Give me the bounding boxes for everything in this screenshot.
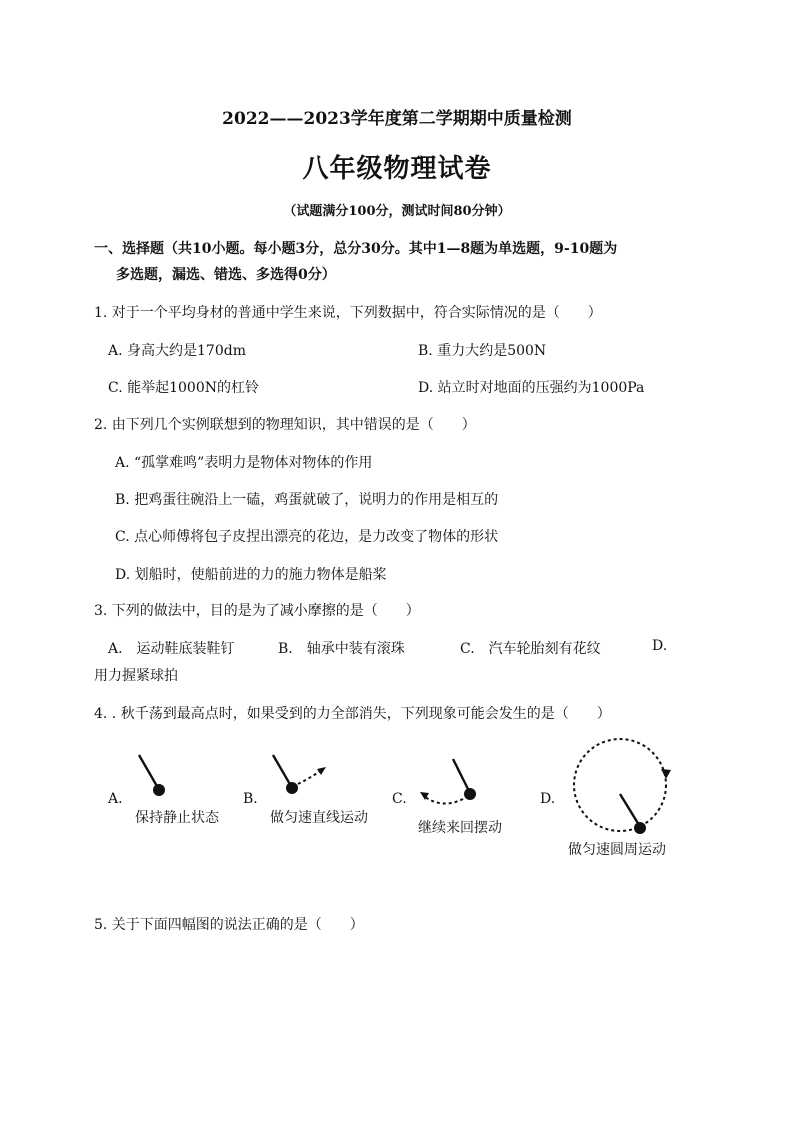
question-4-option-b-label: 做匀速直线运动 <box>270 810 368 826</box>
question-2-option-c: C. 点心师傅将包子皮捏出漂亮的花边，是力改变了物体的形状 <box>115 529 499 545</box>
question-4-option-a-letter: A. <box>108 791 123 807</box>
question-4-option-d-letter: D. <box>540 791 556 807</box>
exam-subject-title: 八年级物理试卷 <box>302 154 492 184</box>
pendulum-swinging-figure <box>415 755 481 811</box>
question-4-option-d-label: 做匀速圆周运动 <box>568 842 666 858</box>
question-1-option-d: D. 站立时对地面的压强约为1000Pa <box>418 380 645 396</box>
question-1-option-c: C. 能举起1000N的杠铃 <box>108 380 259 396</box>
question-2-option-d: D. 划船时，使船前进的力的施力物体是船桨 <box>115 567 387 583</box>
question-4-stem: 4. . 秋千荡到最高点时，如果受到的力全部消失，下列现象可能会发生的是（ ） <box>94 706 611 722</box>
pendulum-circular-motion-figure <box>565 737 677 841</box>
question-2-stem: 2. 由下列几个实例联想到的物理知识，其中错误的是（ ） <box>94 417 476 433</box>
question-4-option-a-label: 保持静止状态 <box>135 810 219 826</box>
question-3-stem: 3. 下列的做法中，目的是为了减小摩擦的是（ ） <box>94 603 420 619</box>
section-heading-line2: 多选题，漏选、错选、多选得0分） <box>116 267 336 283</box>
question-3-option-b: B. 轴承中装有滚珠 <box>278 641 405 657</box>
exam-header-title: 2022——2023学年度第二学期期中质量检测 <box>222 109 572 129</box>
question-1-option-a: A. 身高大约是170dm <box>108 343 246 359</box>
question-2-option-a: A. “孤掌难鸣”表明力是物体对物体的作用 <box>115 455 373 471</box>
question-1-option-b: B. 重力大约是500N <box>418 343 547 359</box>
exam-note: （试题满分100分，测试时间80分钟） <box>283 204 511 219</box>
question-3-option-c: C. 汽车轮胎刻有花纹 <box>460 641 601 657</box>
pendulum-straight-line-figure <box>266 750 332 802</box>
question-3-option-d-text: 用力握紧球拍 <box>94 668 178 684</box>
question-1-stem: 1. 对于一个平均身材的普通中学生来说，下列数据中，符合实际情况的是（ ） <box>94 305 602 321</box>
question-2-option-b: B. 把鸡蛋往碗沿上一磕，鸡蛋就破了，说明力的作用是相互的 <box>115 492 499 508</box>
question-4-option-c-letter: C. <box>392 791 407 807</box>
question-3-option-d-letter: D. <box>652 638 668 654</box>
question-5-stem: 5. 关于下面四幅图的说法正确的是（ ） <box>94 917 364 933</box>
section-heading-line1: 一、选择题（共10小题。每小题3分，总分30分。其中1—8题为单选题，9-10题为 <box>94 241 618 257</box>
question-3-option-a: A. 运动鞋底装鞋钉 <box>108 641 235 657</box>
pendulum-still-figure <box>132 750 182 802</box>
question-4-option-b-letter: B. <box>243 791 258 807</box>
question-4-option-c-label: 继续来回摆动 <box>418 820 502 836</box>
